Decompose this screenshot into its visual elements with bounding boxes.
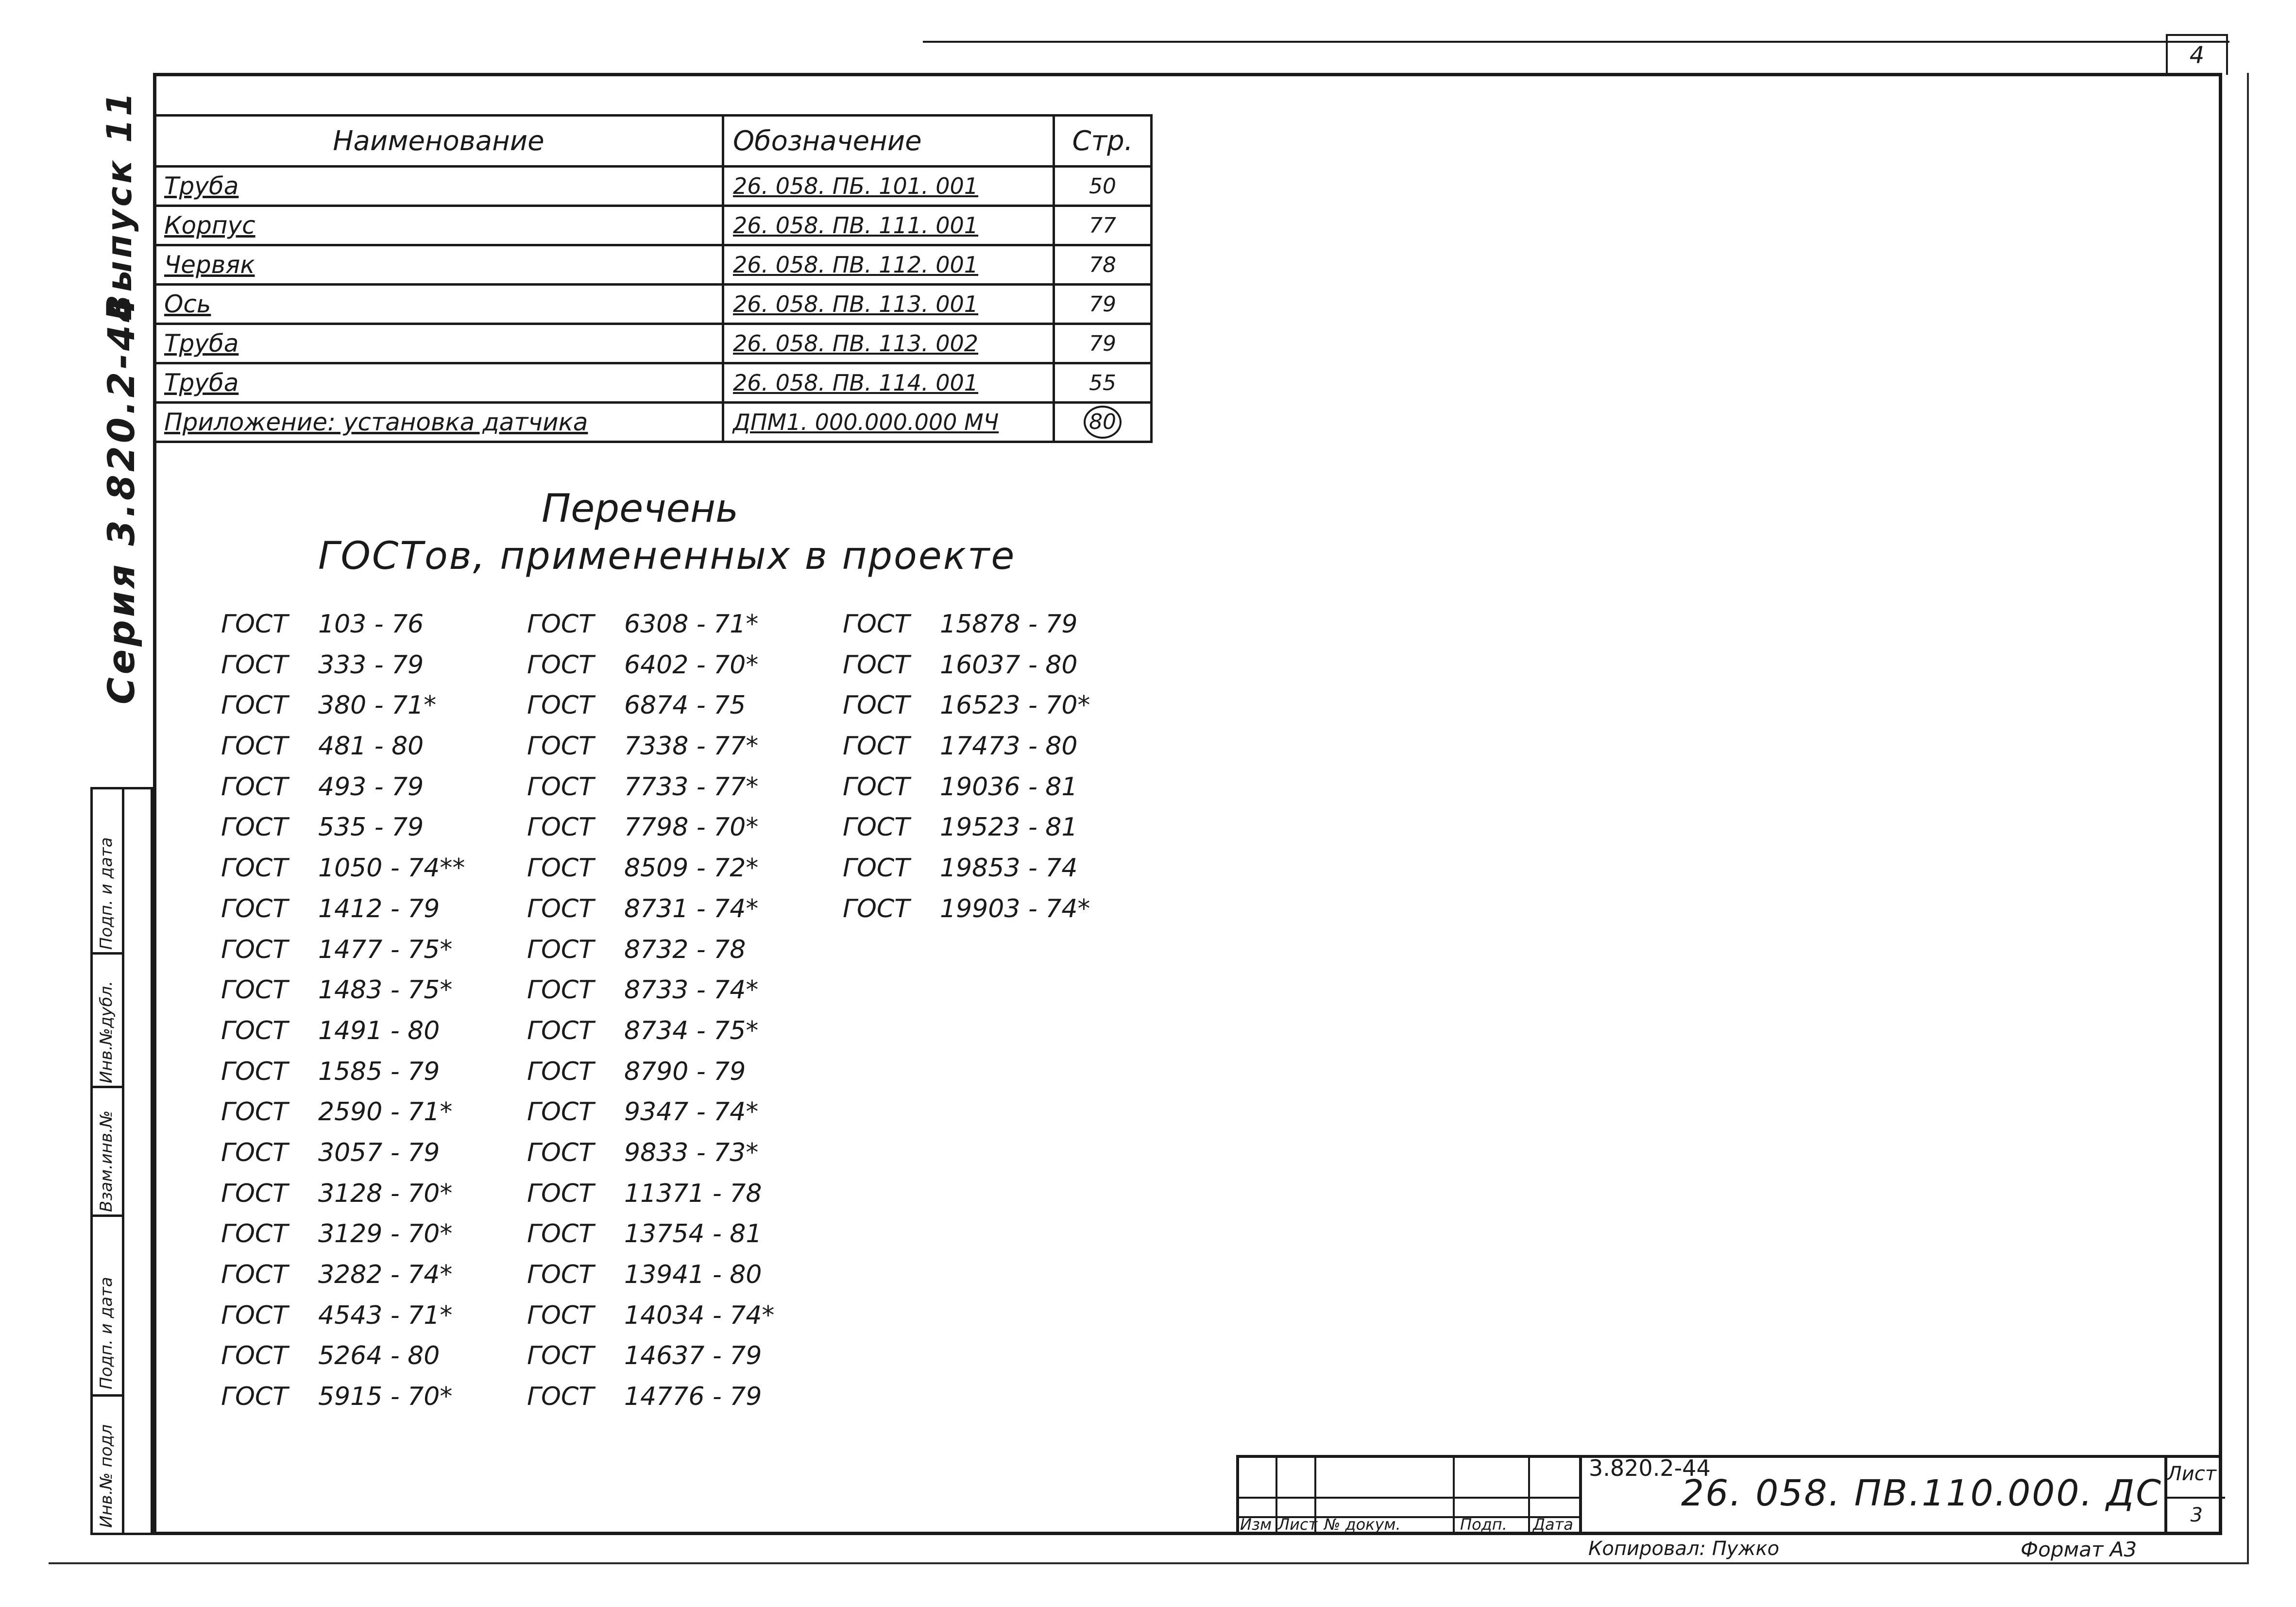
list-item <box>221 1016 465 1057</box>
table-row: Корпус 26. 058. ПВ. 111. 001 77 <box>154 206 1152 245</box>
gost-number: 3128 - 70* <box>318 1179 453 1208</box>
gost-number: 1412 - 79 <box>318 894 440 923</box>
gost-number: 7733 - 77* <box>624 772 759 802</box>
table-row: Труба 26. 058. ПВ. 113. 002 79 <box>154 324 1152 363</box>
gost-number: 1483 - 75* <box>318 975 453 1005</box>
gost-prefix: ГОСТ <box>221 732 288 761</box>
list-item <box>221 1138 465 1179</box>
list-item <box>527 894 774 935</box>
col-label-document: № докум. <box>1324 1515 1401 1534</box>
gost-prefix: ГОСТ <box>843 813 910 842</box>
gost-prefix: ГОСТ <box>843 610 910 639</box>
list-item <box>527 975 774 1016</box>
list-item <box>221 732 465 772</box>
gost-number: 17473 - 80 <box>940 732 1078 761</box>
gost-number: 9347 - 74* <box>624 1097 759 1127</box>
gost-number: 333 - 79 <box>318 650 424 680</box>
gost-number: 8732 - 78 <box>624 935 746 964</box>
gost-number: 3282 - 74* <box>318 1260 453 1289</box>
gost-number: 493 - 79 <box>318 772 424 802</box>
gost-number: 7798 - 70* <box>624 813 759 842</box>
list-item <box>527 854 774 894</box>
gost-number: 1585 - 79 <box>318 1057 440 1086</box>
list-item <box>843 894 1090 935</box>
list-item <box>221 1301 465 1342</box>
gost-prefix: ГОСТ <box>527 1382 594 1412</box>
gost-number: 6874 - 75 <box>624 691 746 720</box>
list-item <box>221 1057 465 1098</box>
gost-prefix: ГОСТ <box>221 935 288 964</box>
gost-prefix: ГОСТ <box>221 813 288 842</box>
list-item <box>221 610 465 650</box>
gost-prefix: ГОСТ <box>527 813 594 842</box>
title-block-col-line <box>1276 1458 1277 1535</box>
gost-prefix: ГОСТ <box>221 1057 288 1086</box>
table-row: Ось 26. 058. ПВ. 113. 001 79 <box>154 285 1152 324</box>
list-item <box>221 1219 465 1260</box>
paper-format: Формат А3 <box>2021 1538 2137 1561</box>
gost-prefix: ГОСТ <box>843 732 910 761</box>
series-label: Серия 3.820.2-44 <box>100 293 143 704</box>
list-item <box>221 772 465 813</box>
gost-prefix: ГОСТ <box>843 894 910 923</box>
table-row: Червяк 26. 058. ПВ. 112. 001 78 <box>154 245 1152 285</box>
gost-number: 14776 - 79 <box>624 1382 762 1412</box>
gost-number: 14034 - 74* <box>624 1300 775 1330</box>
list-item <box>527 1341 774 1382</box>
list-item <box>843 813 1090 854</box>
gost-prefix: ГОСТ <box>221 1138 288 1167</box>
gost-prefix: ГОСТ <box>527 1341 594 1371</box>
list-item <box>221 691 465 732</box>
col-label-date: Дата <box>1533 1515 1573 1534</box>
gost-number: 11371 - 78 <box>624 1179 762 1208</box>
document-code: 26. 058. ПВ.110.000. ДС <box>1681 1472 2162 1514</box>
gost-number: 8509 - 72* <box>624 854 759 883</box>
list-item <box>843 650 1090 691</box>
list-item <box>527 1260 774 1301</box>
gost-prefix: ГОСТ <box>221 1016 288 1045</box>
sheet-label: Лист <box>2167 1463 2216 1485</box>
gost-prefix: ГОСТ <box>527 1260 594 1289</box>
gost-number: 9833 - 73* <box>624 1138 759 1167</box>
gost-prefix: ГОСТ <box>221 1382 288 1412</box>
stamp-cell-sign-date-1: Подп. и дата <box>93 789 122 955</box>
stamp-divider <box>122 789 124 1533</box>
list-item <box>527 1219 774 1260</box>
list-item <box>527 935 774 976</box>
list-item <box>527 1057 774 1098</box>
list-item <box>843 691 1090 732</box>
list-item <box>527 813 774 854</box>
gost-number: 8790 - 79 <box>624 1057 746 1086</box>
circled-page-number: 80 <box>1084 406 1122 439</box>
list-item <box>527 1138 774 1179</box>
stamp-cell-original-inventory: Инв.№ подл <box>97 1424 116 1528</box>
gost-prefix: ГОСТ <box>527 650 594 680</box>
gost-number: 3057 - 79 <box>318 1138 440 1167</box>
table-row: Труба 26. 058. ПБ. 101. 001 50 <box>154 167 1152 206</box>
gost-prefix: ГОСТ <box>527 1219 594 1249</box>
gost-number: 8733 - 74* <box>624 975 759 1005</box>
gost-number: 6402 - 70* <box>624 650 759 680</box>
gost-list-title: Перечень <box>542 486 739 531</box>
gost-prefix: ГОСТ <box>221 894 288 923</box>
gost-prefix: ГОСТ <box>843 691 910 720</box>
top-border-line <box>923 41 2229 43</box>
gost-prefix: ГОСТ <box>843 854 910 883</box>
gost-number: 16037 - 80 <box>940 650 1078 680</box>
gost-list-subtitle: ГОСТов, примененных в проекте <box>318 534 1016 578</box>
gost-prefix: ГОСТ <box>843 650 910 680</box>
gost-number: 8731 - 74* <box>624 894 759 923</box>
title-block <box>1236 1455 2222 1535</box>
list-item <box>527 732 774 772</box>
list-item <box>221 894 465 935</box>
gost-number: 7338 - 77* <box>624 732 759 761</box>
gost-number: 13754 - 81 <box>624 1219 762 1249</box>
title-block-row-line <box>2164 1497 2225 1499</box>
gost-prefix: ГОСТ <box>221 1179 288 1208</box>
gost-prefix: ГОСТ <box>527 1016 594 1045</box>
gost-number: 5915 - 70* <box>318 1382 453 1412</box>
list-item <box>221 650 465 691</box>
gost-prefix: ГОСТ <box>527 1057 594 1086</box>
col-label-signature: Подп. <box>1460 1515 1507 1534</box>
list-item <box>527 610 774 650</box>
gost-number: 5264 - 80 <box>318 1341 440 1371</box>
list-item <box>843 854 1090 894</box>
gost-prefix: ГОСТ <box>221 1341 288 1371</box>
gost-number: 1050 - 74** <box>318 854 465 883</box>
list-item <box>221 1341 465 1382</box>
gost-number: 19523 - 81 <box>940 813 1078 842</box>
stamp-column <box>90 787 153 1535</box>
list-item <box>527 1382 774 1423</box>
gost-number: 16523 - 70* <box>940 691 1090 720</box>
sheet-number: 3 <box>2190 1504 2203 1526</box>
list-item <box>221 1260 465 1301</box>
gost-prefix: ГОСТ <box>221 1260 288 1289</box>
gost-number: 8734 - 75* <box>624 1016 759 1045</box>
parts-table-header <box>154 116 1152 167</box>
gost-number: 2590 - 71* <box>318 1097 453 1127</box>
list-item <box>527 650 774 691</box>
gost-prefix: ГОСТ <box>527 1138 594 1167</box>
gost-prefix: ГОСТ <box>221 650 288 680</box>
gost-number: 1477 - 75* <box>318 935 453 964</box>
table-row: Приложение: установка датчика ДПМ1. 000.000.000 МЧ 80 <box>154 403 1152 442</box>
stamp-cell-sign-date-2: Подп. и дата <box>93 1217 122 1397</box>
gost-prefix: ГОСТ <box>221 772 288 802</box>
list-item <box>843 610 1090 650</box>
col-label-change: Изм <box>1240 1515 1272 1534</box>
gost-number: 14637 - 79 <box>624 1341 762 1371</box>
title-block-series: 3.820.2-44 <box>1589 1455 1711 1481</box>
col-label-sheet: Лист <box>1278 1515 1318 1534</box>
list-item <box>843 772 1090 813</box>
gost-prefix: ГОСТ <box>527 610 594 639</box>
gost-prefix: ГОСТ <box>221 1097 288 1127</box>
gost-prefix: ГОСТ <box>221 1219 288 1249</box>
copied-by: Копировал: Пужко <box>1588 1538 1780 1560</box>
gost-prefix: ГОСТ <box>527 691 594 720</box>
gost-prefix: ГОСТ <box>221 691 288 720</box>
list-item <box>221 813 465 854</box>
gost-prefix: ГОСТ <box>843 772 910 802</box>
gost-prefix: ГОСТ <box>527 1300 594 1330</box>
list-item <box>221 1097 465 1138</box>
gost-number: 6308 - 71* <box>624 610 759 639</box>
gost-prefix: ГОСТ <box>221 854 288 883</box>
gost-number: 4543 - 71* <box>318 1300 453 1330</box>
gost-prefix: ГОСТ <box>527 894 594 923</box>
gost-number: 19853 - 74 <box>940 854 1078 883</box>
parts-table <box>153 114 1153 443</box>
list-item <box>221 854 465 894</box>
list-item <box>527 1097 774 1138</box>
list-item <box>527 691 774 732</box>
gost-column-2 <box>527 610 774 1423</box>
gost-number: 380 - 71* <box>318 691 437 720</box>
list-item <box>527 1179 774 1220</box>
gost-prefix: ГОСТ <box>527 1179 594 1208</box>
list-item <box>527 1016 774 1057</box>
list-item <box>221 935 465 976</box>
issue-label: Выпуск 11 <box>100 89 139 321</box>
gost-prefix: ГОСТ <box>527 1097 594 1127</box>
title-block-col-line <box>1579 1458 1582 1535</box>
stamp-cell-replace-inventory: Взам.инв.№ <box>93 1088 122 1217</box>
gost-prefix: ГОСТ <box>221 610 288 639</box>
gost-number: 19903 - 74* <box>940 894 1090 923</box>
list-item <box>221 1179 465 1220</box>
header-name: Наименование <box>154 116 723 167</box>
gost-prefix: ГОСТ <box>527 772 594 802</box>
list-item <box>221 1382 465 1423</box>
gost-number: 1491 - 80 <box>318 1016 440 1045</box>
gost-prefix: ГОСТ <box>527 732 594 761</box>
gost-number: 535 - 79 <box>318 813 424 842</box>
gost-column-3 <box>843 610 1090 935</box>
list-item <box>527 1301 774 1342</box>
gost-number: 19036 - 81 <box>940 772 1078 802</box>
gost-prefix: ГОСТ <box>527 854 594 883</box>
gost-number: 3129 - 70* <box>318 1219 453 1249</box>
table-row: Труба 26. 058. ПВ. 114. 001 55 <box>154 363 1152 403</box>
gost-number: 15878 - 79 <box>940 610 1078 639</box>
header-page: Стр. <box>1054 116 1152 167</box>
gost-number: 103 - 76 <box>318 610 424 639</box>
list-item <box>527 772 774 813</box>
gost-prefix: ГОСТ <box>527 975 594 1005</box>
list-item <box>843 732 1090 772</box>
header-code: Обозначение <box>723 116 1054 167</box>
gost-column-1 <box>221 610 465 1423</box>
title-block-col-line <box>1528 1458 1530 1535</box>
gost-prefix: ГОСТ <box>527 935 594 964</box>
title-block-col-line <box>1453 1458 1455 1535</box>
list-item <box>221 975 465 1016</box>
gost-prefix: ГОСТ <box>221 1300 288 1330</box>
gost-prefix: ГОСТ <box>221 975 288 1005</box>
stamp-cell-dup-inventory: Инв.№дубл. <box>93 955 122 1088</box>
gost-number: 13941 - 80 <box>624 1260 762 1289</box>
gost-number: 481 - 80 <box>318 732 424 761</box>
corner-sheet-number: 4 <box>2166 34 2228 75</box>
